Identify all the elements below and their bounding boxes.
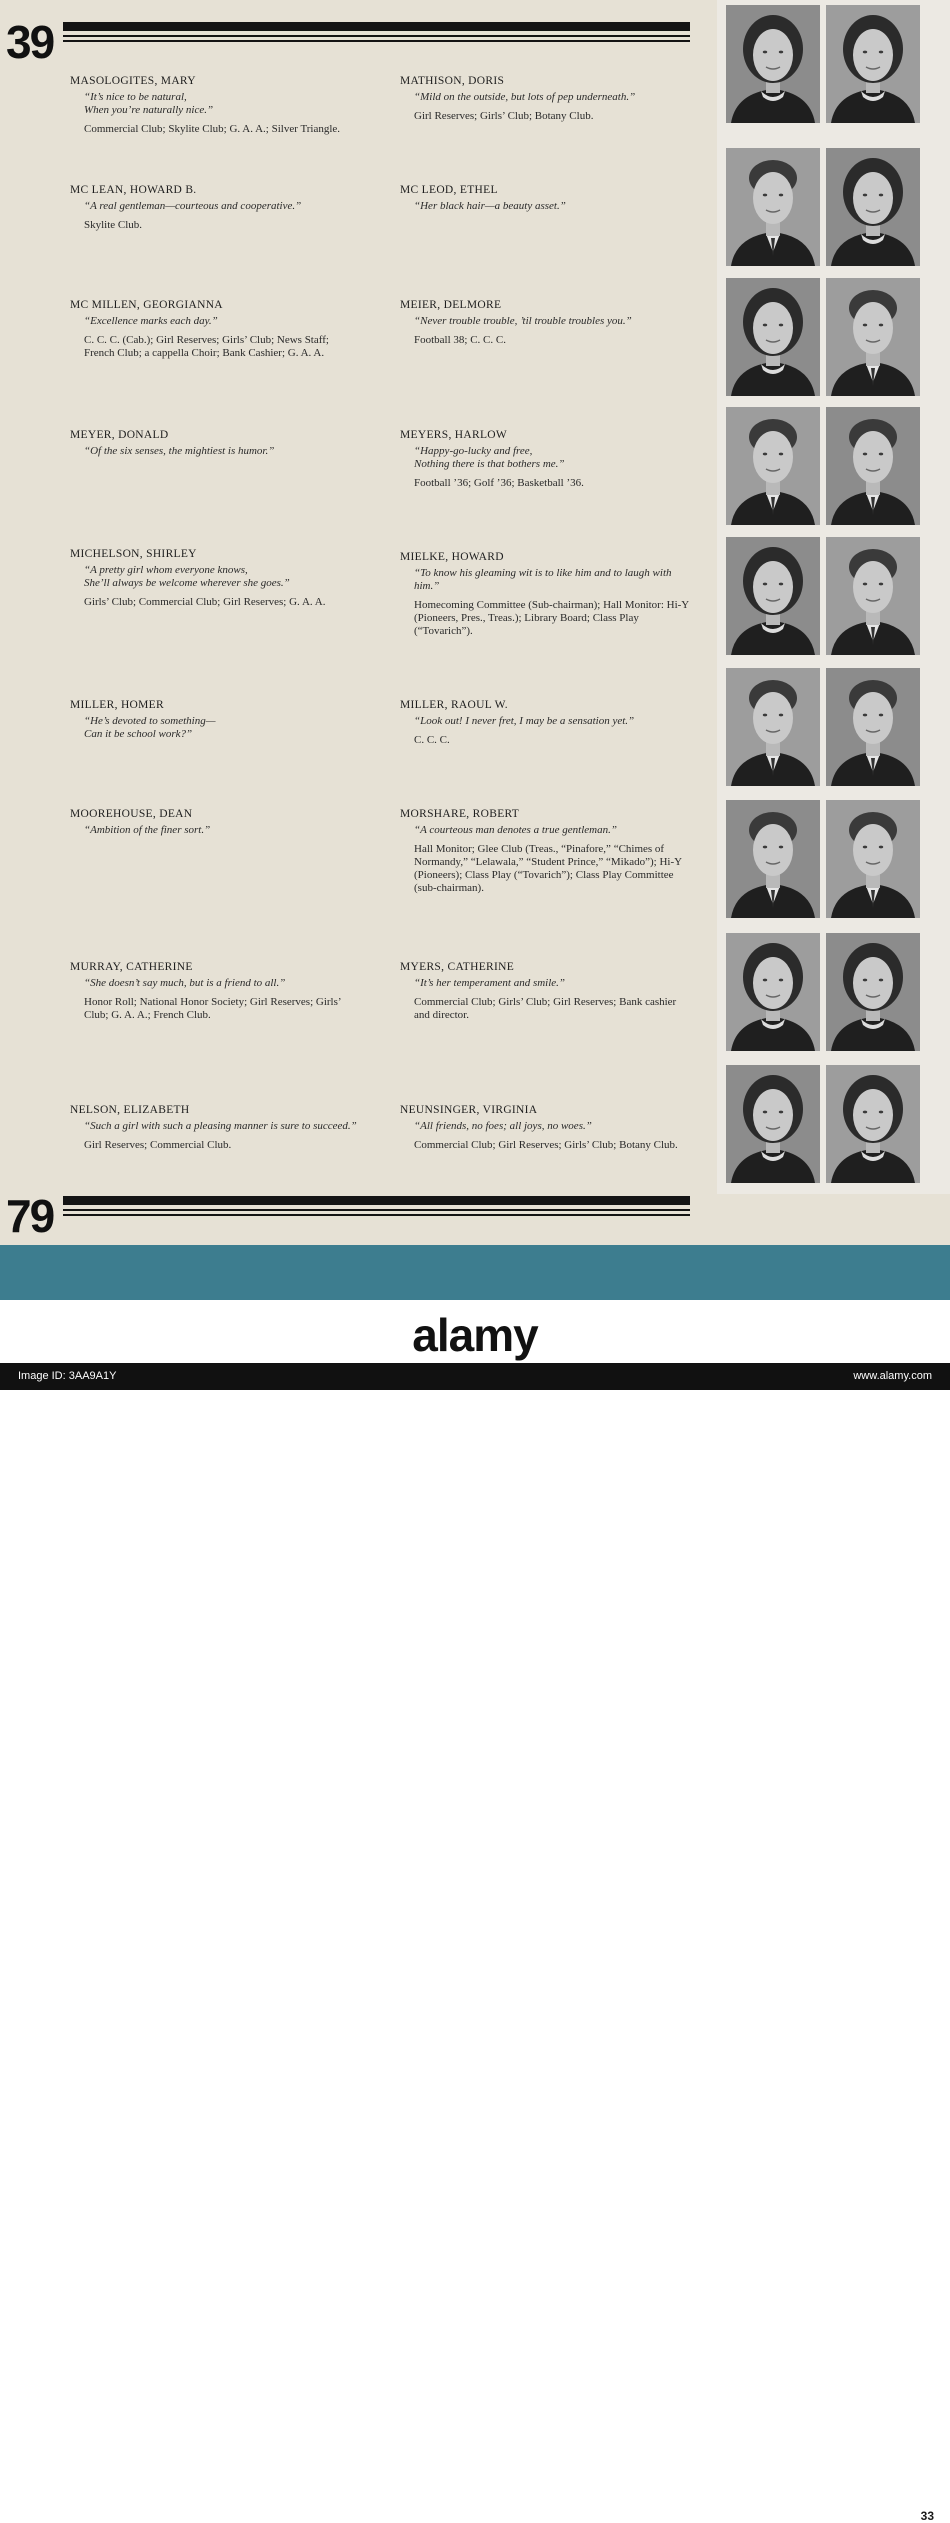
page-number: 33 [920,2509,934,2523]
alamy-logo[interactable]: alamy [412,1309,538,1361]
student-portrait-photo [726,148,820,266]
student-activities: C. C. C. [414,734,450,746]
student-quote: “A pretty girl whom everyone knows, She’ll always be welcome wherever she goes.” [84,564,290,589]
student-quote: “To know his gleaming wit is to like him and to laugh with him.” [414,567,672,592]
student-activities: Homecoming Committee (Sub-chairman); Hall Monitor: Hi-Y (Pioneers, Pres., Treas.); Library Board; Class Play (“Tovarich”). [414,599,689,637]
senior-entry [70,1103,362,1152]
senior-entry [400,183,692,213]
year-number-bottom: 79 [6,1190,54,1242]
student-quote: “Excellence marks each day.” [84,315,218,327]
student-quote: “A courteous man denotes a true gentleman.” [414,824,617,836]
student-quote: “Look out! I never fret, I may be a sensation yet.” [414,715,635,727]
student-name: MORSHARE, ROBERT [400,808,520,820]
student-name: MEYERS, HARLOW [400,429,508,441]
senior-entry [70,547,362,609]
student-portrait-photo [826,800,920,918]
senior-entry [400,807,692,895]
student-quote: “It’s her temperament and smile.” [414,977,566,989]
image-id: Image ID: 3AA9A1Y [18,1370,117,1382]
site-link[interactable]: www.alamy.com [853,1370,932,1382]
student-activities: Commercial Club; Skylite Club; G. A. A.; Silver Triangle. [84,123,341,135]
senior-entry [70,74,362,136]
student-quote: “He’s devoted to something— Can it be school work?” [84,715,216,740]
senior-entry [70,183,362,232]
student-name: MYERS, CATHERINE [400,961,515,973]
photo-strip [717,0,950,1194]
student-name: MURRAY, CATHERINE [70,961,193,973]
senior-entry [400,428,692,490]
student-portrait-photo [826,148,920,266]
student-quote: “She doesn’t say much, but is a friend to all.” [84,977,286,989]
student-portrait-photo [826,668,920,786]
student-activities: Football ’36; Golf ’36; Basketball ’36. [414,477,584,489]
senior-entry [400,74,692,123]
student-portrait-photo [826,1065,920,1183]
student-portrait-photo [826,407,920,525]
student-activities: Girl Reserves; Commercial Club. [84,1139,232,1151]
student-portrait-photo [726,1065,820,1183]
senior-entry [70,428,362,458]
student-name: NEUNSINGER, VIRGINIA [400,1104,538,1116]
student-portrait-photo [826,537,920,655]
student-name: MEYER, DONALD [70,429,169,441]
student-activities: Commercial Club; Girls’ Club; Girl Reserves; Bank cashier and director. [414,996,677,1021]
student-activities: Girl Reserves; Girls’ Club; Botany Club. [414,110,594,122]
student-quote: “Never trouble trouble, ’til trouble troubles you.” [414,315,632,327]
senior-entry [70,960,362,1022]
student-activities: C. C. C. (Cab.); Girl Reserves; Girls’ Club; News Staff; French Club; a cappella Choir; Bank Cashier; G. A. A. [84,334,329,359]
student-name: MASOLOGITES, MARY [70,75,196,87]
student-name: MILLER, RAOUL W. [400,699,508,711]
student-portrait-photo [726,668,820,786]
student-portrait-photo [726,800,820,918]
header-rule [63,22,690,42]
student-name: MICHELSON, SHIRLEY [70,548,197,560]
student-quote: “Mild on the outside, but lots of pep underneath.” [414,91,636,103]
student-activities: Commercial Club; Girl Reserves; Girls’ Club; Botany Club. [414,1139,678,1151]
student-name: MATHISON, DORIS [400,75,505,87]
senior-entry [400,1103,692,1152]
student-name: MC LEOD, ETHEL [400,184,498,196]
year-number-top: 39 [6,16,54,68]
student-quote: “Ambition of the finer sort.” [84,824,211,836]
student-portrait-photo [726,278,820,396]
student-activities: Girls’ Club; Commercial Club; Girl Reserves; G. A. A. [84,596,326,608]
yearbook-page [0,0,950,1245]
student-portrait-photo [826,5,920,123]
student-name: MILLER, HOMER [70,699,164,711]
senior-entry [400,698,692,747]
student-activities: Football 38; C. C. C. [414,334,506,346]
senior-entry [400,550,692,638]
student-name: MEIER, DELMORE [400,299,502,311]
student-name: MC MILLEN, GEORGIANNA [70,299,223,311]
student-name: MC LEAN, HOWARD B. [70,184,197,196]
student-portrait-photo [826,933,920,1051]
footer-rule [63,1196,690,1216]
student-quote: “Such a girl with such a pleasing manner is sure to succeed.” [84,1120,357,1132]
student-quote: “All friends, no foes; all joys, no woes.” [414,1120,592,1132]
senior-entry [400,960,692,1022]
student-portrait-photo [726,5,820,123]
student-name: MOOREHOUSE, DEAN [70,808,193,820]
student-activities: Hall Monitor; Glee Club (Treas., “Pinafore,” “Chimes of Normandy,” “Lelawala,” “Student Prince,” “Mikado”); Hi-Y (Pioneers); Class Play (“Tovarich”); Class Play Committee (sub-chairman). [414,843,682,894]
student-quote: “Her black hair—a beauty asset.” [414,200,566,212]
student-activities: Honor Roll; National Honor Society; Girl Reserves; Girls’ Club; G. A. A.; French Club. [84,996,341,1021]
student-quote: “Happy-go-lucky and free, Nothing there is that bothers me.” [414,445,565,470]
watermark-footer [0,1300,950,1390]
student-quote: “Of the six senses, the mightiest is humor.” [84,445,275,457]
student-quote: “It’s nice to be natural, When you’re naturally nice.” [84,91,214,116]
student-portrait-photo [826,278,920,396]
student-activities: Skylite Club. [84,219,143,231]
student-portrait-photo [726,407,820,525]
senior-entry [70,807,362,837]
student-name: MIELKE, HOWARD [400,551,504,563]
student-portrait-photo [726,537,820,655]
senior-entry [70,698,362,741]
student-name: NELSON, ELIZABETH [70,1104,190,1116]
senior-entry [70,298,362,360]
student-quote: “A real gentleman—courteous and cooperative.” [84,200,302,212]
student-portrait-photo [726,933,820,1051]
senior-entry [400,298,692,347]
footer-bar [0,1363,950,1390]
